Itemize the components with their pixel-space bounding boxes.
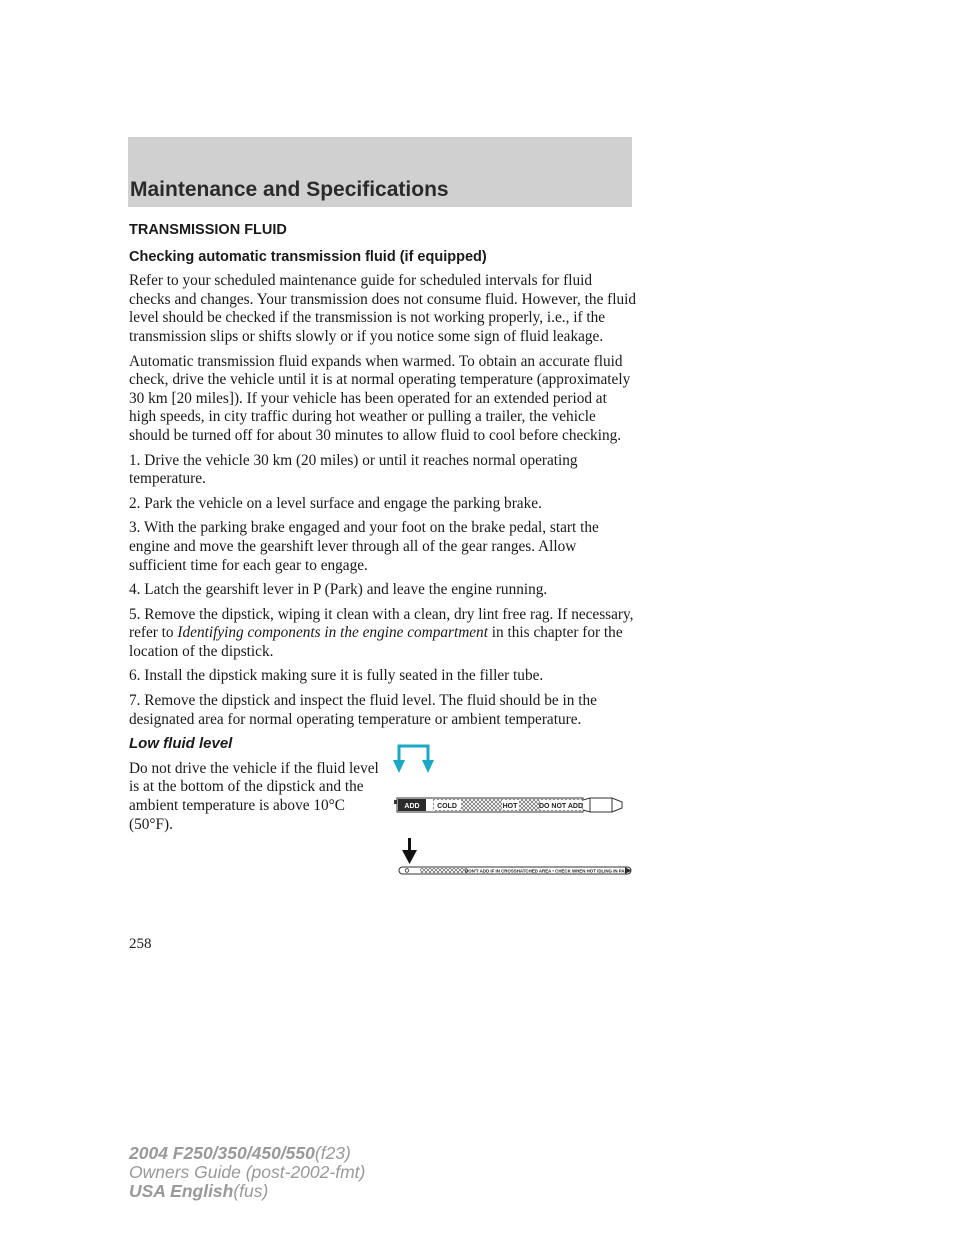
step-4: 4. Latch the gearshift lever in P (Park) and leave the engine running. <box>129 581 548 599</box>
paragraph-intro: Refer to your scheduled maintenance guide for scheduled intervals for fluid checks and changes. Your transmission does not consume fluid. However, the fluid level should be checked if the transmission is not working properly, i.e., if the transmission slips or shifts slowly or if you notice some sign of fluid leakage. <box>129 272 637 345</box>
label-hot: HOT <box>502 803 518 810</box>
label-do-not-add: DO NOT ADD <box>538 803 584 810</box>
dipstick-illustration <box>390 740 640 880</box>
bottom-level-arrow <box>402 838 417 864</box>
label-cold: COLD <box>437 803 457 810</box>
page-title: Maintenance and Specifications <box>130 178 449 201</box>
label-crosshatch-note: DON'T ADD IF IN CROSSHATCHED AREA • CHECK WHEN HOT IDLING IN PARK <box>465 868 631 874</box>
paragraph-expansion: Automatic transmission fluid expands when warmed. To obtain an accurate fluid check, drive the vehicle until it is at normal operating temperature (approximately 30 km [20 miles]). If your vehicle has been operated for an extended period at high speeds, in city traffic during hot weather or pulling a trailer, the vehicle should be turned off for about 30 minutes to allow fluid to cool before checking. <box>129 352 631 444</box>
footer-line-1 <box>129 1144 365 1163</box>
step-7: 7. Remove the dipstick and inspect the fluid level. The fluid should be in the designated area for normal operating temperature or ambient temperature. <box>129 692 597 728</box>
dipstick-figure <box>390 740 640 880</box>
low-fluid-heading: Low fluid level <box>129 735 233 753</box>
step-6: 6. Install the dipstick making sure it is fully seated in the filler tube. <box>129 667 544 685</box>
footer-line-2: Owners Guide (post-2002-fmt) <box>129 1162 366 1182</box>
dipstick-lower <box>399 867 632 874</box>
page-number: 258 <box>129 936 152 952</box>
section-heading: TRANSMISSION FLUID <box>129 222 287 238</box>
label-add: ADD <box>404 803 420 810</box>
dipstick-upper <box>394 798 622 812</box>
footer-language: USA English <box>129 1181 234 1201</box>
footer-language-code: (fus) <box>233 1181 269 1201</box>
subsection-heading: Checking automatic transmission fluid (if equipped) <box>129 248 487 265</box>
footer-line-3 <box>129 1182 365 1201</box>
step-2: 2. Park the vehicle on a level surface and engage the parking brake. <box>129 494 542 512</box>
low-fluid-text: Do not drive the vehicle if the fluid level is at the bottom of the dipstick and the ambient temperature is above 10°C (50°F). <box>129 759 379 833</box>
top-bracket-arrows <box>393 746 434 773</box>
footer-model-code: (f23) <box>314 1143 351 1163</box>
step-5-reference: Identifying components in the engine compartment <box>177 624 488 642</box>
step-3: 3. With the parking brake engaged and your foot on the brake pedal, start the engine and move the gearshift lever through all of the gear ranges. Allow sufficient time for each gear to engage. <box>129 519 599 574</box>
footer <box>129 1144 365 1201</box>
step-5 <box>129 606 637 662</box>
step-5-text-a: 5. Remove the dipstick, wiping it clean with a clean, dry lint free rag. If necessary, refer to <box>129 605 634 642</box>
footer-model: 2004 F250/350/450/550 <box>129 1143 315 1163</box>
step-5-text-b: in this chapter for the location of the dipstick. <box>129 624 623 660</box>
step-1: 1. Drive the vehicle 30 km (20 miles) or until it reaches normal operating temperature. <box>129 451 578 488</box>
